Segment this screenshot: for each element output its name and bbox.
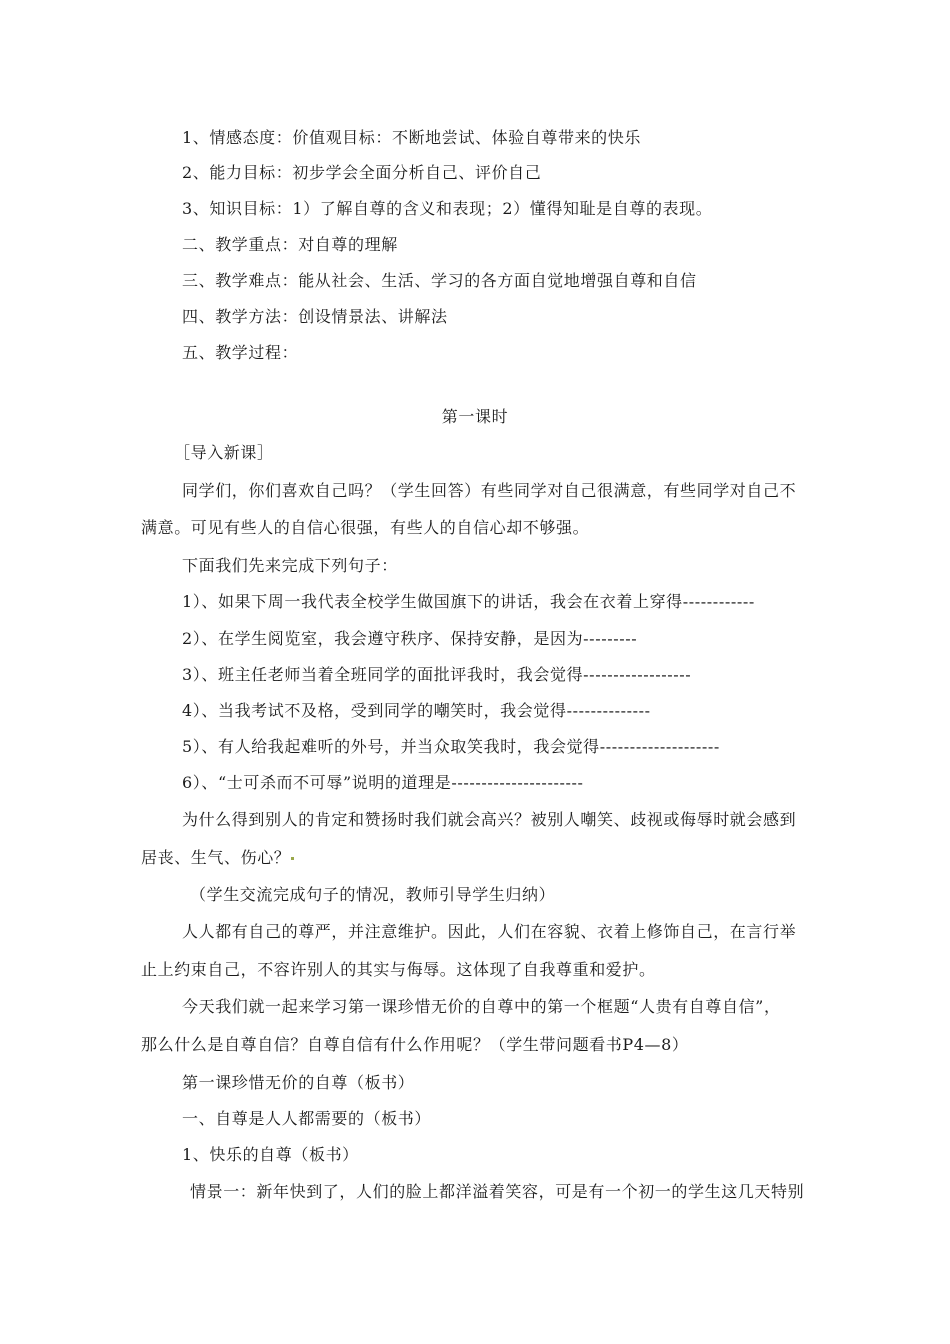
sentence-item: 1）、如果下周一我代表全校学生做国旗下的讲话，我会在衣着上穿得------------ <box>182 592 755 611</box>
today-para-line1: 今天我们就一起来学习第一课珍惜无价的自尊中的第一个框题“人贵有自尊自信”， <box>182 997 781 1016</box>
lesson-title: 第一课时 <box>441 407 509 426</box>
dignity-para-line1: 人人都有自己的尊严，并注意维护。因此，人们在容貌、衣着上修饰自己，在言行举 <box>182 922 797 941</box>
sentence-item: 4）、当我考试不及格，受到同学的嘲笑时，我会觉得-------------- <box>182 701 651 720</box>
section-difficulty: 三、教学难点：能从社会、生活、学习的各方面自觉地增强自尊和自信 <box>182 271 697 290</box>
sentence-item: 6）、“士可杀而不可辱”说明的道理是---------------------- <box>182 773 584 792</box>
dignity-para-line2: 止上约束自己，不容许别人的其实与侮辱。这体现了自我尊重和爱护。 <box>141 960 656 979</box>
section-process: 五、教学过程： <box>182 343 299 362</box>
intro-para-line1: 同学们，你们喜欢自己吗？（学生回答）有些同学对自己很满意，有些同学对自己不 <box>182 481 797 500</box>
question-para-line2: 居丧、生气、伤心？ <box>141 848 295 868</box>
section-key-point: 二、教学重点：对自尊的理解 <box>182 235 398 254</box>
question-para-line1: 为什么得到别人的肯定和赞扬时我们就会高兴？被别人嘲笑、歧视或侮辱时就会感到 <box>182 810 797 829</box>
board-subsection: 1、快乐的自尊（板书） <box>182 1145 359 1164</box>
section-method: 四、教学方法：创设情景法、讲解法 <box>182 307 448 326</box>
task-intro: 下面我们先来完成下列句子： <box>182 556 398 575</box>
goal-emotion: 1、情感态度：价值观目标：不断地尝试、体验自尊带来的快乐 <box>182 128 641 147</box>
intro-tag: ［导入新课］ <box>174 443 274 462</box>
sentence-item: 5）、有人给我起难听的外号，并当众取笑我时，我会觉得-------------------- <box>182 737 720 756</box>
exchange-note: （学生交流完成句子的情况，教师引导学生归纳） <box>190 885 556 904</box>
board-title: 第一课珍惜无价的自尊（板书） <box>182 1073 415 1092</box>
goal-ability: 2、能力目标：初步学会全面分析自己、评价自己 <box>182 163 542 182</box>
board-section-one: 一、自尊是人人都需要的（板书） <box>182 1109 432 1128</box>
stray-mark <box>291 857 294 860</box>
goal-knowledge: 3、知识目标：1）了解自尊的含义和表现；2）懂得知耻是自尊的表现。 <box>182 199 713 218</box>
sentence-item: 2）、在学生阅览室，我会遵守秩序、保持安静，是因为--------- <box>182 629 638 648</box>
sentence-item: 3）、班主任老师当着全班同学的面批评我时，我会觉得------------------ <box>182 665 692 684</box>
scenario-line: 情景一：新年快到了，人们的脸上都洋溢着笑容，可是有一个初一的学生这几天特别 <box>190 1182 805 1201</box>
today-para-line2: 那么什么是自尊自信？自尊自信有什么作用呢？（学生带问题看书P4—8） <box>141 1035 689 1054</box>
intro-para-line2: 满意。可见有些人的自信心很强，有些人的自信心却不够强。 <box>141 518 590 537</box>
